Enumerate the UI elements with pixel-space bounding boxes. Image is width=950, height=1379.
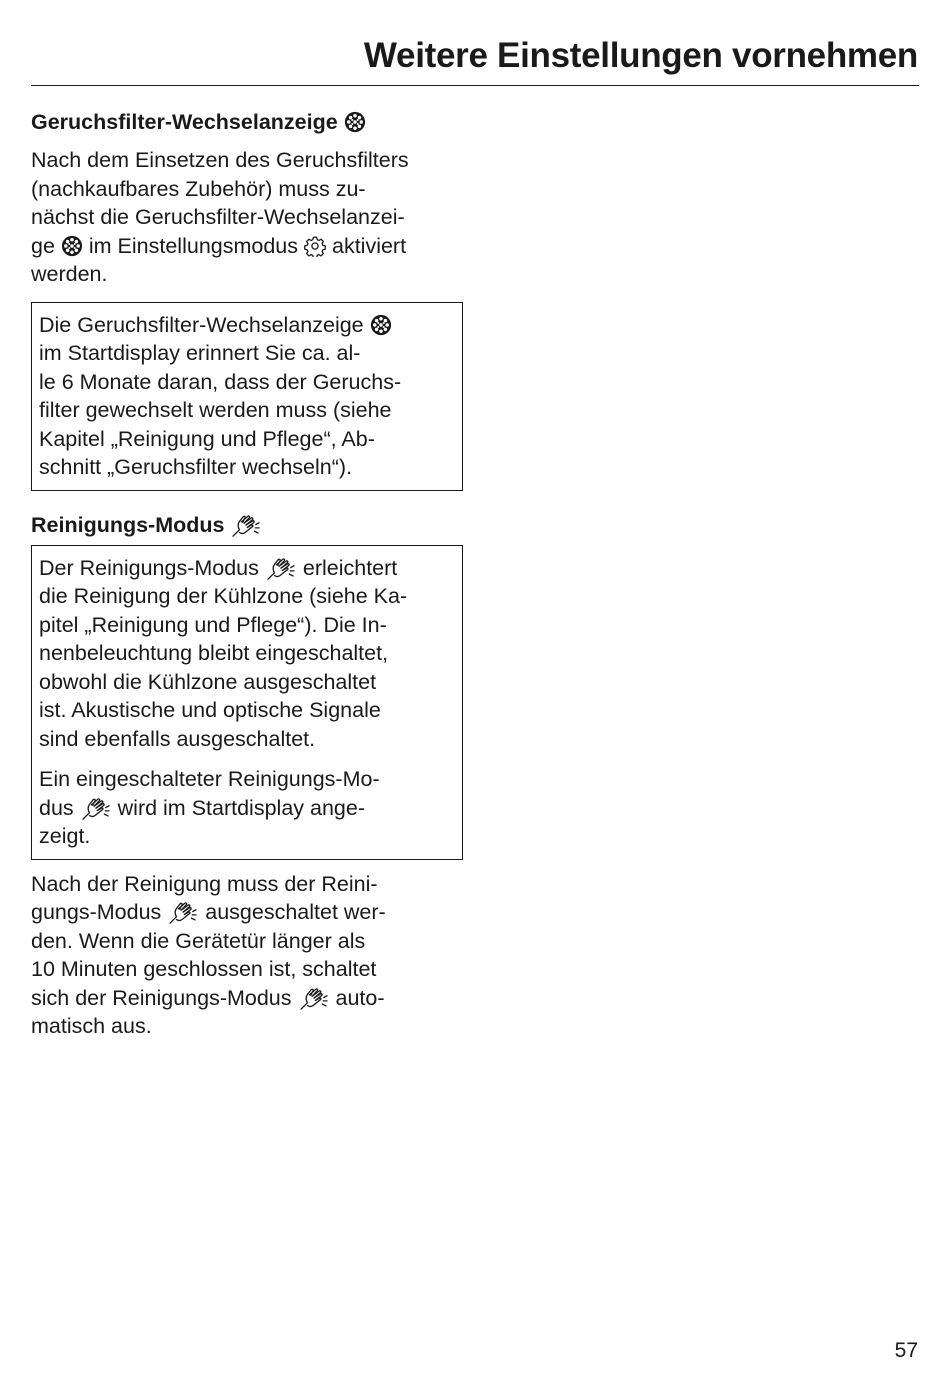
text-line: 10 Minuten geschlossen ist, schaltet xyxy=(31,957,377,981)
text-line: matisch aus. xyxy=(31,1014,152,1038)
text-line: obwohl die Kühlzone ausgeschaltet xyxy=(39,669,377,694)
text-line: (nachkaufbares Zubehör) muss zu- xyxy=(31,176,366,201)
page-title: Weitere Einstellungen vornehmen xyxy=(363,36,918,75)
text-line: werden. xyxy=(31,262,108,286)
text-line-with-icons xyxy=(31,232,463,261)
cleaning-hand-icon xyxy=(265,556,297,582)
text-line: die Reinigung der Kühlzone (siehe Ka- xyxy=(39,584,408,608)
cleaning-notice-box xyxy=(31,545,463,860)
text-line: den. Wenn die Gerätetür länger als xyxy=(31,928,366,953)
text-fragment: Die Geruchsfilter-Wechselanzeige xyxy=(39,312,364,337)
cleaning-hand-icon xyxy=(298,986,330,1012)
text-line: filter gewechselt werden muss (siehe xyxy=(39,398,392,422)
text-line: le 6 Monate daran, dass der Geruchs- xyxy=(39,369,402,394)
cleaning-hand-icon xyxy=(230,513,262,539)
text-line-with-icon xyxy=(39,794,455,823)
text-fragment: erleichtert xyxy=(302,555,398,580)
text-fragment: dus xyxy=(39,795,74,820)
text-line-with-icon xyxy=(31,984,463,1013)
odour-filter-icon xyxy=(61,235,83,257)
text-line: sind ebenfalls ausgeschaltet. xyxy=(39,726,316,751)
text-line: Ein eingeschalteter Reinigungs-Mo- xyxy=(39,767,380,791)
section-heading-cleaning xyxy=(31,511,463,539)
text-fragment: auto- xyxy=(335,985,385,1010)
notice-paragraph xyxy=(39,554,455,754)
cleaning-outro-paragraph xyxy=(31,870,463,1041)
text-line-with-icon xyxy=(39,311,455,340)
page-number: 57 xyxy=(894,1339,918,1362)
text-fragment: im Einstellungsmodus xyxy=(88,233,299,258)
notice-paragraph xyxy=(39,765,455,851)
text-line: schnitt „Geruchsfilter wechseln“). xyxy=(39,455,353,479)
text-line: zeigt. xyxy=(39,824,91,848)
text-fragment: sich der Reinigungs-Modus xyxy=(31,985,292,1010)
title-divider xyxy=(31,85,919,86)
text-line-with-icon xyxy=(39,554,455,583)
text-fragment: wird im Startdisplay ange- xyxy=(117,795,365,820)
text-line: Kapitel „Reinigung und Pflege“, Ab- xyxy=(39,426,375,451)
text-line: nenbeleuchtung bleibt eingeschaltet, xyxy=(39,641,389,665)
text-fragment: gungs-Modus xyxy=(31,900,162,924)
settings-gear-icon xyxy=(304,235,326,257)
text-line: nächst die Geruchsfilter-Wechselanzei- xyxy=(31,205,405,229)
text-line: im Startdisplay erinnert Sie ca. al- xyxy=(39,341,361,365)
odour-filter-icon xyxy=(344,111,366,133)
text-line: Nach der Reinigung muss der Reini- xyxy=(31,871,378,896)
filter-notice-box xyxy=(31,302,463,491)
text-line: Nach dem Einsetzen des Geruchsfilters xyxy=(31,148,409,172)
heading-text: Reinigungs-Modus xyxy=(31,512,225,537)
filter-intro-paragraph xyxy=(31,146,463,289)
content-column xyxy=(31,108,463,1041)
heading-text: Geruchsfilter-Wechselanzeige xyxy=(31,110,338,134)
text-fragment: aktiviert xyxy=(331,233,407,258)
text-fragment: ge xyxy=(31,233,55,258)
odour-filter-icon xyxy=(370,314,392,336)
section-heading-filter xyxy=(31,108,463,136)
text-line-with-icon xyxy=(31,898,463,927)
cleaning-hand-icon xyxy=(80,796,112,822)
text-line: ist. Akustische und optische Signale xyxy=(39,698,381,722)
cleaning-hand-icon xyxy=(167,900,199,926)
text-fragment: ausgeschaltet wer- xyxy=(205,900,386,924)
text-fragment: Der Reinigungs-Modus xyxy=(39,555,259,580)
text-line: pitel „Reinigung und Pflege“). Die In- xyxy=(39,612,387,637)
